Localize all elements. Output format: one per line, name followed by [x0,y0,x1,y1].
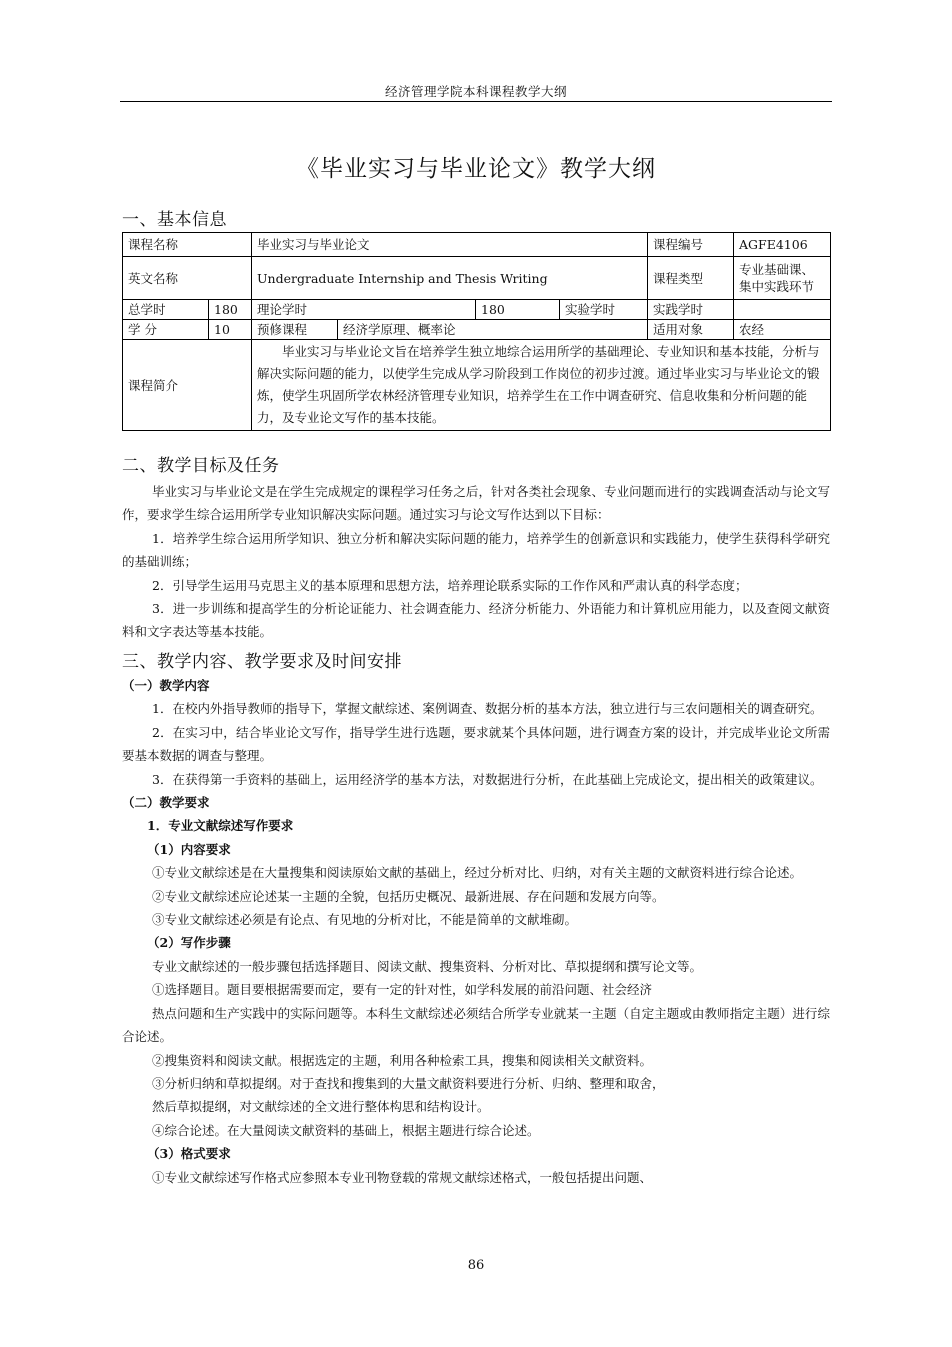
intro-value: 毕业实习与毕业论文旨在培养学生独立地综合运用所学的基础理论、专业知识和基本技能，分析与解决实际问题的能力，以使学生完成从学习阶段到工作岗位的初步过渡。通过毕业实习与毕业论文的锻炼，使学生巩固所学农林经济管理专业知识，培养学生在工作中调查研究、信息收集和分析问题的能力，及专业论文写作的基本技能。 [252,340,831,431]
format-requirement-item: ①专业文献综述写作格式应参照本专业刊物登载的常规文献综述格式，一般包括提出问题、 [152,1169,653,1185]
course-name-label: 课程名称 [123,233,252,257]
practice-hours-label: 实践学时 [648,300,734,320]
subheading-teaching-content: （一）教学内容 [122,678,210,693]
prereq-value: 经济学原理、概率论 [338,320,648,340]
requirement-subheading: （3）格式要求 [147,1146,231,1162]
english-name-label: 英文名称 [123,257,252,300]
section-heading-objectives: 二、教学目标及任务 [122,456,280,476]
step-item: ③分析归纳和草拟提纲。对于查找和搜集到的大量文献资料要进行分析、归纳、整理和取舍， [152,1075,665,1091]
credits-label: 学 分 [123,320,209,340]
objectives-item: 2．引导学生运用马克思主义的基本原理和思想方法，培养理论联系实际的工作作风和严肃认真的科学态度； [152,577,748,593]
objectives-item: 1．培养学生综合运用所学知识、独立分析和解决实际问题的能力，培养学生的创新意识和实践能力，使学生获得科学研究的基础训练； [122,530,830,570]
header-rule [120,101,832,102]
credits-value: 10 [209,320,252,340]
prereq-label: 预修课程 [252,320,338,340]
course-code-value: AGFE4106 [734,233,831,257]
audience-value: 农经 [734,320,831,340]
step-item: ④综合论述。在大量阅读文献资料的基础上，根据主题进行综合论述。 [152,1122,540,1138]
total-hours-value: 180 [209,300,252,320]
objectives-paragraph: 毕业实习与毕业论文是在学生完成规定的课程学习任务之后，针对各类社会现象、专业问题而进行的实践调查活动与论文写作，要求学生综合运用所学专业知识解决实际问题。通过实习与论文写作达到以下目标： [122,484,830,523]
course-name-value: 毕业实习与毕业论文 [252,233,648,257]
course-type-label: 课程类型 [648,257,734,300]
audience-label: 适用对象 [648,320,734,340]
practice-hours-value [734,300,831,320]
english-name-value: Undergraduate Internship and Thesis Writing [252,257,648,300]
course-info-table [122,232,831,431]
step-item: 热点问题和生产实践中的实际问题等。本科生文献综述必须结合所学专业就某一主题（自定主题或由教师指定主题）进行综合论述。 [122,1005,830,1045]
section-heading-basic-info: 一、基本信息 [122,210,227,230]
objectives-item: 3．进一步训练和提高学生的分析论证能力、社会调查能力、经济分析能力、外语能力和计算机应用能力，以及查阅文献资料和文字表达等基本技能。 [122,601,830,640]
content-body [122,674,830,1189]
step-item: ②搜集资料和阅读文献。根据选定的主题，利用各种检索工具，搜集和阅读相关文献资料。 [152,1052,653,1068]
step-item: ①选择题目。题目要根据需要而定，要有一定的针对性，如学科发展的前沿问题、社会经济 [152,982,653,998]
running-header: 经济管理学院本科课程教学大纲 [384,84,567,99]
content-item: 3．在获得第一手资料的基础上，运用经济学的基本方法，对数据进行分析，在此基础上完成论文，提出相关的政策建议。 [152,771,823,787]
intro-label: 课程简介 [123,340,252,431]
document-title: 《毕业实习与毕业论文》教学大纲 [296,156,656,182]
content-item: 2．在实习中，结合毕业论文写作，指导学生进行选题，要求就某个具体问题，进行调查方案的设计，并完成毕业论文所需要基本数据的调查与整理。 [122,724,830,764]
total-hours-label: 总学时 [123,300,209,320]
course-code-label: 课程编号 [648,233,734,257]
objectives-body [122,480,830,644]
theory-hours-label: 理论学时 [252,300,476,320]
step-item: 然后草拟提纲，对文献综述的全文进行整体构思和结构设计。 [152,1099,490,1115]
requirement-heading: 1．专业文献综述写作要求 [147,818,294,834]
section-heading-content: 三、教学内容、教学要求及时间安排 [122,652,402,672]
content-item: 1．在校内外指导教师的指导下，掌握文献综述、案例调查、数据分析的基本方法，独立进行与三农问题相关的调查研究。 [152,701,823,717]
content-requirement-item: ①专业文献综述是在大量搜集和阅读原始文献的基础上，经过分析对比、归纳，对有关主题的文献资料进行综合论述。 [152,865,803,881]
step-item: 专业文献综述的一般步骤包括选择题目、阅读文献、搜集资料、分析对比、草拟提纲和撰写论文等。 [152,958,703,974]
course-type-value: 专业基础课、集中实践环节 [734,257,831,300]
lab-hours-label: 实验学时 [560,300,648,320]
content-requirement-item: ②专业文献综述应论述某一主题的全貌，包括历史概况、最新进展、存在问题和发展方向等。 [152,888,665,904]
page-number: 86 [467,1258,485,1273]
theory-hours-value: 180 [476,300,560,320]
subheading-teaching-requirements: （二）教学要求 [122,795,210,811]
requirement-subheading: （2）写作步骤 [147,935,231,951]
requirement-subheading: （1）内容要求 [147,841,231,857]
content-requirement-item: ③专业文献综述必须是有论点、有见地的分析对比，不能是简单的文献堆砌。 [152,912,578,928]
